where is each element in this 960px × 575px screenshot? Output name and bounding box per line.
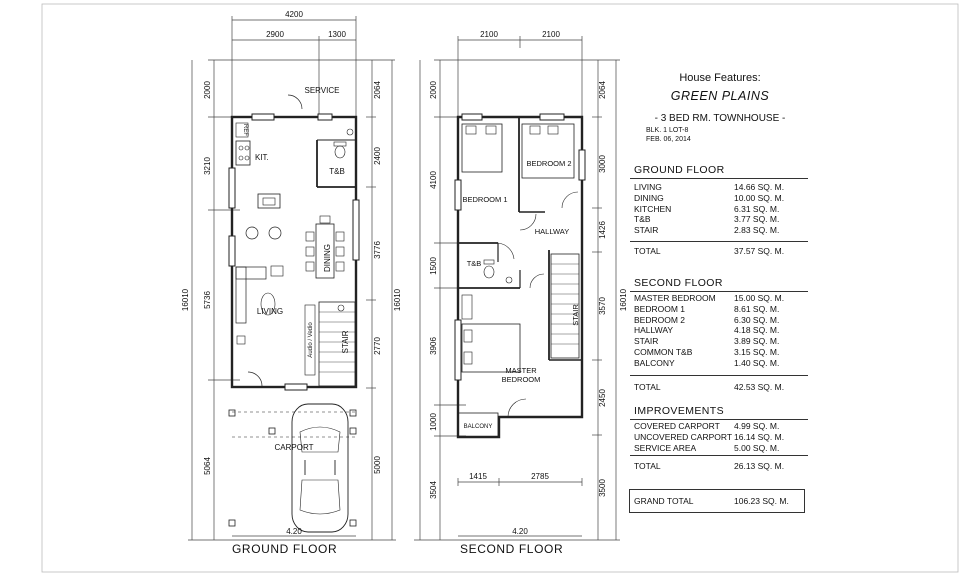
second-floor-total [634,382,804,392]
area-name: UNCOVERED CARPORT [634,431,733,442]
area-row [634,304,804,315]
area-row [634,443,804,454]
svg-text:2770: 2770 [373,337,382,355]
ground-floor-total [634,246,804,256]
room-hallway: HALLWAY [534,227,570,236]
area-name: BEDROOM 1 [634,303,686,314]
svg-text:5736: 5736 [203,291,212,309]
total-label: TOTAL [634,461,661,471]
room-ref: REF [242,124,248,136]
ground-floor-label: GROUND FLOOR [232,542,338,556]
project-name: GREEN PLAINS [670,89,770,103]
area-row [634,421,804,432]
room-stair: STAIR [341,330,350,354]
svg-text:4100: 4100 [429,171,438,189]
room-bedroom1: BEDROOM 1 [462,195,508,204]
room-master1: MASTER [505,366,537,375]
improvements-total [634,461,804,471]
grand-total [634,496,804,506]
room-master2: BEDROOM [501,375,541,384]
area-value: 10.00 SQ. M. [734,192,785,203]
area-name: SERVICE AREA [634,442,697,453]
area-name: HALLWAY [634,325,674,336]
area-value: 4.99 SQ. M. [734,421,780,431]
second-room-labels [462,159,580,430]
svg-text:1000: 1000 [429,413,438,431]
room-service: SERVICE [304,86,340,95]
area-row [634,358,804,369]
ground-floor-heading: GROUND FLOOR [634,164,725,176]
svg-text:2100: 2100 [480,30,498,39]
svg-text:3000: 3000 [598,155,607,173]
svg-text:16010: 16010 [181,288,190,312]
area-row [634,315,804,326]
grand-total-value: 106.23 SQ. M. [734,496,789,506]
area-row [634,432,804,443]
area-value: 15.00 SQ. M. [734,293,785,303]
area-row [634,336,804,347]
divider [630,455,808,456]
improvements-list [634,421,804,453]
svg-text:3570: 3570 [598,297,607,315]
divider [630,419,808,420]
room-living: LIVING [256,307,284,316]
total-label: TOTAL [634,246,661,256]
total-value: 37.57 SQ. M. [734,246,785,256]
grand-total-label: GRAND TOTAL [634,496,694,506]
svg-text:3504: 3504 [429,481,438,499]
area-value: 3.77 SQ. M. [734,214,780,225]
improvements-heading: IMPROVEMENTS [634,405,724,417]
svg-text:2900: 2900 [266,30,284,39]
svg-text:3776: 3776 [373,241,382,259]
area-name: BALCONY [634,357,675,368]
room-tb2: T&B [466,259,482,268]
divider [630,241,808,242]
area-row [634,325,804,336]
area-value: 2.83 SQ. M. [734,225,780,236]
area-row [634,293,804,304]
svg-text:1426: 1426 [598,221,607,239]
divider [630,375,808,376]
svg-text:2064: 2064 [598,81,607,99]
svg-text:1500: 1500 [429,257,438,275]
area-name: MASTER BEDROOM [634,293,716,303]
area-value: 6.30 SQ. M. [734,314,780,325]
car-icon [292,404,348,532]
room-tb: T&B [329,167,345,176]
area-row [634,193,804,204]
room-audio: Audio / Vedio [308,322,314,358]
area-value: 6.31 SQ. M. [734,203,780,214]
area-value: 8.61 SQ. M. [734,303,780,314]
room-balcony: BALCONY [463,424,493,430]
area-value: 14.66 SQ. M. [734,182,785,192]
svg-text:16010: 16010 [619,288,628,312]
svg-text:2064: 2064 [373,81,382,99]
svg-text:1415: 1415 [469,472,487,481]
svg-text:2100: 2100 [542,30,560,39]
total-label: TOTAL [634,382,661,392]
area-name: STAIR [634,225,659,236]
room-kitchen: KIT. [255,153,269,162]
second-floor-label: SECOND FLOOR [460,542,564,556]
area-name: DINING [634,192,664,203]
svg-text:2785: 2785 [531,472,549,481]
area-value: 4.18 SQ. M. [734,325,780,336]
svg-text:2000: 2000 [203,81,212,99]
area-name: T&B [634,214,651,225]
area-row [634,204,804,215]
features-header [630,72,810,124]
svg-text:4.20: 4.20 [512,527,528,536]
second-floor-plan [414,36,620,540]
second-floor-heading: SECOND FLOOR [634,277,723,289]
plan-date: FEB. 06, 2014 [646,136,691,143]
svg-text:5000: 5000 [373,456,382,474]
area-name: KITCHEN [634,203,672,214]
house-type: - 3 BED RM. TOWNHOUSE - [654,113,786,124]
svg-text:2000: 2000 [429,81,438,99]
svg-text:4.20: 4.20 [286,527,302,536]
ground-floor-plan [188,16,396,540]
area-value: 5.00 SQ. M. [734,442,780,453]
area-name: BEDROOM 2 [634,314,686,325]
area-row [634,182,804,193]
area-value: 16.14 SQ. M. [734,431,785,442]
features-title: House Features: [679,72,761,84]
total-value: 26.13 SQ. M. [734,461,785,471]
area-name: COVERED CARPORT [634,421,720,431]
area-name: LIVING [634,182,662,192]
area-name: STAIR [634,336,659,347]
area-row [634,214,804,225]
total-value: 42.53 SQ. M. [734,382,785,392]
area-name: COMMON T&B [634,346,693,357]
room-stair2: STAIR [571,304,580,326]
lot-number: BLK. 1 LOT-8 [646,127,689,134]
svg-text:5064: 5064 [203,457,212,475]
area-value: 3.15 SQ. M. [734,346,780,357]
svg-text:16010: 16010 [393,288,402,312]
second-floor-list [634,293,804,369]
svg-text:3906: 3906 [429,337,438,355]
svg-text:3210: 3210 [203,157,212,175]
room-carport: CARPORT [274,443,314,452]
area-value: 3.89 SQ. M. [734,336,780,347]
room-dining: DINING [323,244,332,272]
area-row [634,347,804,358]
lot-info [646,126,691,144]
room-bedroom2: BEDROOM 2 [526,159,572,168]
divider [630,291,808,292]
area-row [634,225,804,236]
area-value: 1.40 SQ. M. [734,357,780,368]
ground-floor-list [634,182,804,236]
svg-text:1300: 1300 [328,30,346,39]
svg-text:3500: 3500 [598,479,607,497]
svg-text:2400: 2400 [373,147,382,165]
svg-text:4200: 4200 [285,10,303,19]
divider [630,178,808,179]
svg-text:2450: 2450 [598,389,607,407]
